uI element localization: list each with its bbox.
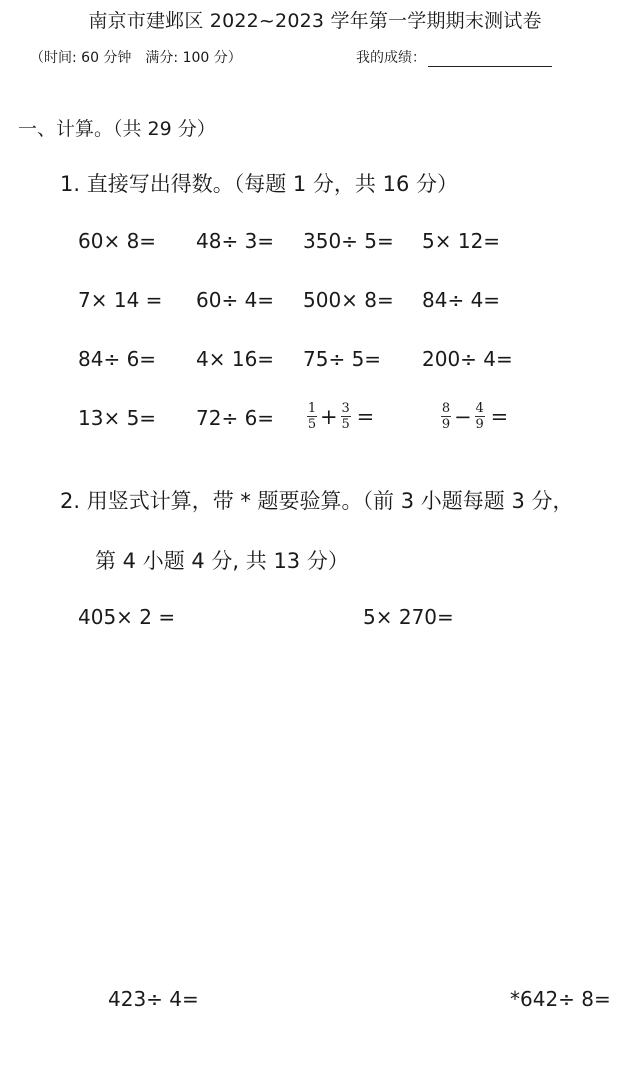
calc-item: 72÷ 6= [196,406,275,430]
calc-item: 13× 5= [78,406,157,430]
vertical-calc-item: 405× 2 = [78,605,176,629]
operator: − [454,404,472,429]
equals-sign: = [356,404,375,429]
calc-item: 60÷ 4= [196,288,275,312]
calc-item: 5× 12= [422,229,501,253]
my-score [356,47,552,67]
fraction: 8 9 [441,401,451,432]
calc-item: 60× 8= [78,229,157,253]
fraction: 4 9 [475,401,484,432]
fraction: 3 5 [341,401,350,432]
calc-item: 4× 16= [196,347,275,371]
question-2-title-cont: 第 4 小题 4 分, 共 13 分） [95,549,349,573]
vertical-calc-item: 423÷ 4= [108,987,199,1011]
vertical-calc-item: *642÷ 8= [510,987,611,1011]
calc-item: 350÷ 5= [303,229,394,253]
calc-item: 48÷ 3= [196,229,275,253]
calc-item: 7× 14 = [78,288,163,312]
calc-item: 200÷ 4= [422,347,513,371]
calc-item: 84÷ 4= [422,288,501,312]
equals-sign: = [490,404,509,429]
section-1-title: 一、计算。（共 29 分） [18,118,216,140]
calc-item: 500× 8= [303,288,394,312]
my-score-label: 我的成绩： [356,50,426,66]
fraction: 1 5 [307,401,317,432]
time-score-info: （时间: 60 分钟 满分: 100 分） [30,50,242,66]
calc-item: 84÷ 6= [78,347,157,371]
page-title: 南京市建邺区 2022~2023 学年第一学期期末测试卷 [88,10,542,32]
calc-item: 75÷ 5= [303,347,382,371]
operator: + [320,404,338,429]
vertical-calc-item: 5× 270= [363,605,454,629]
fraction-expression [440,402,510,431]
fraction-expression [306,402,376,431]
question-2-title: 2. 用竖式计算，带 * 题要验算。（前 3 小题每题 3 分， [60,489,574,513]
question-1-title: 1. 直接写出得数。（每题 1 分，共 16 分） [60,172,458,196]
score-blank-line[interactable] [428,50,552,67]
